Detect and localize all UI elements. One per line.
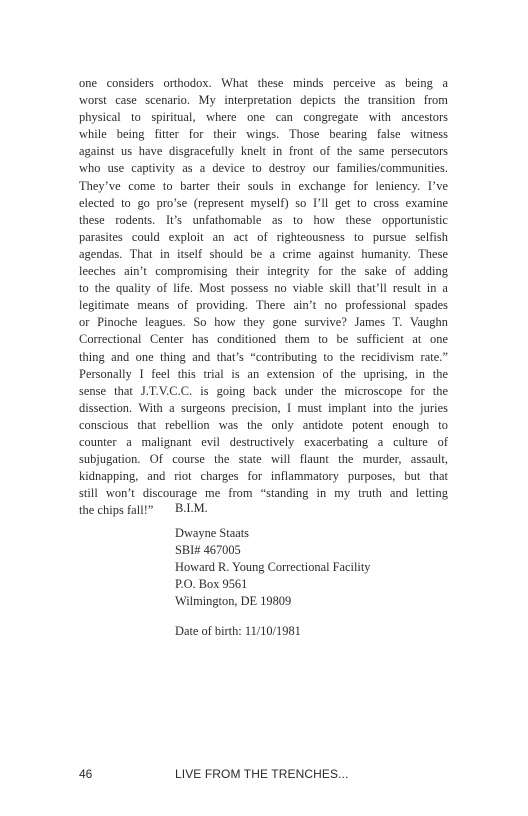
text-line: or Pinoche leagues. So how they gone survive? James T. Vaughn xyxy=(79,315,448,330)
body-paragraph xyxy=(79,75,448,519)
text-line: who use captivity as a device to destroy our families/communities. xyxy=(79,161,448,176)
text-line: against us have disgracefully knelt in front of the same persecutors xyxy=(79,144,448,159)
text-line: sense that J.T.V.C.C. is going back under the microscope for the xyxy=(79,383,448,398)
signoff: B.I.M. xyxy=(175,501,208,515)
date-of-birth: Date of birth: 11/10/1981 xyxy=(175,624,301,638)
text-line: Correctional Center has conditioned them to be sufficient at one xyxy=(79,332,448,347)
text-line: They’ve come to barter their souls in exchange for leniency. I’ve xyxy=(79,178,448,193)
text-line: the chips fall!” xyxy=(79,503,154,518)
text-line: while being fitter for their wings. Those bearing false witness xyxy=(79,127,448,142)
city-state-zip: Wilmington, DE 19809 xyxy=(175,594,292,609)
text-line: dissection. With a surgeons precision, I must implant into the juries xyxy=(79,400,448,415)
text-line: worst case scenario. My interpretation depicts the transition from xyxy=(79,93,448,108)
sbi-number: SBI# 467005 xyxy=(175,543,241,558)
text-line: to the quality of life. Most possess no viable skill that’ll result in a xyxy=(79,281,448,296)
address-block xyxy=(175,525,370,610)
running-title: LIVE FROM THE TRENCHES... xyxy=(175,767,349,781)
text-line: counter a malignant evil destructively exacerbating a culture of xyxy=(79,434,448,449)
text-line: elected to go pro’se (represent myself) so I’ll get to cross examine xyxy=(79,195,448,210)
text-line: one considers orthodox. What these minds perceive as being a xyxy=(79,76,448,90)
text-line: kidnapping, and riot charges for inflammatory purposes, but that xyxy=(79,469,448,484)
text-line: these rodents. It’s unfathomable as to how these opportunistic xyxy=(79,212,448,227)
author-name: Dwayne Staats xyxy=(175,526,249,540)
text-line: leeches ain’t compromising their integrity for the sake of adding xyxy=(79,264,448,279)
text-line: thing and one thing and that’s “contributing to the recidivism rate.” xyxy=(79,349,448,364)
text-line: physical to spiritual, where one can congregate with ancestors xyxy=(79,110,448,125)
po-box: P.O. Box 9561 xyxy=(175,577,248,592)
text-line: subjugation. Of course the state will flaunt the murder, assault, xyxy=(79,452,448,467)
facility-name: Howard R. Young Correctional Facility xyxy=(175,560,371,575)
text-line: legitimate means of providing. There ain’t no professional spades xyxy=(79,298,448,313)
text-line: agendas. That in itself should be a crime against humanity. These xyxy=(79,246,448,261)
text-line: Personally I feel this trial is an extension of the uprising, in the xyxy=(79,366,448,381)
text-line: parasites could exploit an act of righteousness to pursue selfish xyxy=(79,229,448,244)
text-line: conscious that rebellion was the only antidote potent enough to xyxy=(79,417,448,432)
page-number: 46 xyxy=(79,767,93,781)
text-line: still won’t discourage me from “standing in my truth and letting xyxy=(79,486,448,501)
